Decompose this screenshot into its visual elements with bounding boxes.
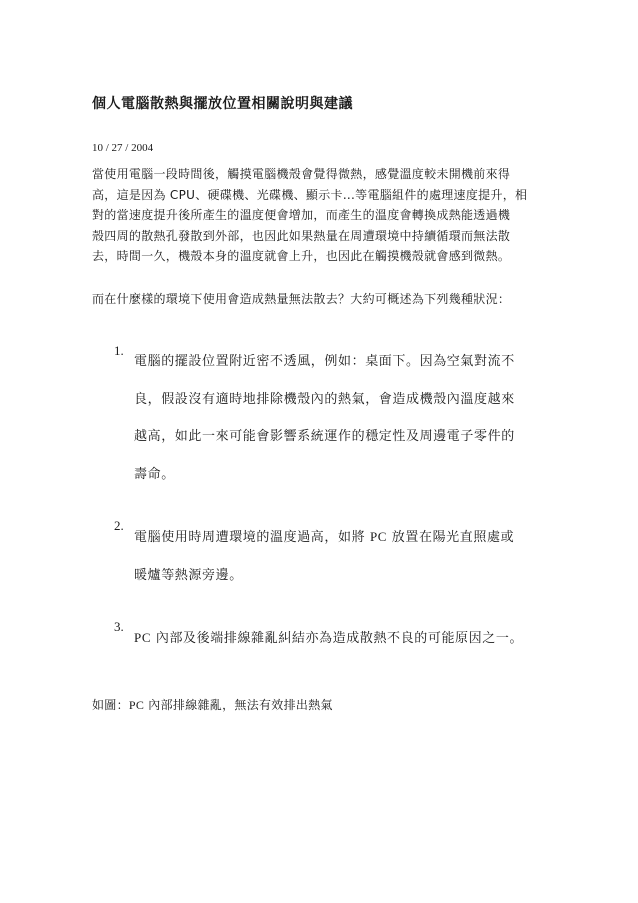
intro-line: 當使用電腦一段時間後，觸摸電腦機殼會覺得微熱，感覺溫度較未開機前來得: [92, 167, 511, 181]
list-item-line: 越高，如此一來可能會影響系統運作的穩定性及周邊電子零件的: [134, 429, 515, 444]
list-item-text-part: 電腦使用時周遭環境的溫度過高，如將: [134, 530, 370, 545]
list-item-line: [134, 518, 534, 557]
document-date: 10 / 27 / 2004: [92, 142, 154, 154]
caption-prefix: 如圖：: [92, 698, 129, 712]
list-item-text: [134, 343, 534, 493]
intro-line: 高，這是因為 CPU、硬碟機、光碟機、顯示卡...等電腦組件的處理速度提升，相: [92, 187, 528, 202]
list-item-line: [134, 619, 534, 658]
list-item-line: 電腦的擺設位置附近密不透風，例如：桌面下。因為空氣對流不: [134, 354, 515, 369]
list-item: [114, 343, 534, 493]
list-item-text-part: 內部及後端排線雜亂糾結亦為造成散熱不良的可能原因之一。: [151, 631, 524, 646]
pc-term: PC: [369, 529, 388, 544]
caption-text: 內部排線雜亂，無法有效排出熱氣: [144, 698, 333, 712]
intro-paragraph: [92, 164, 548, 267]
list-item-line: 壽命。: [134, 466, 175, 482]
question-text: 而在什麼樣的環境下使用會造成熱量無法散去？大約可概述為下列幾種狀況：: [92, 292, 511, 306]
list-item: [114, 619, 534, 658]
list-item-number: 2.: [114, 518, 124, 533]
list-item-line: 良，假設沒有適時地排除機殼內的熱氣，會造成機殼內溫度越來: [134, 391, 515, 407]
intro-line: 去，時間一久，機殼本身的溫度就會上升，也因此在觸摸機殼就會感到微熱。: [92, 249, 511, 263]
list-item-text: [134, 518, 534, 594]
list-item-text-part: 放置在陽光直照處或: [387, 530, 515, 545]
list-item-line: 暖爐等熱源旁邊。: [134, 567, 243, 583]
list-item-number: 1.: [114, 343, 124, 358]
list-item-number: 3.: [114, 619, 124, 634]
pc-term: PC: [128, 698, 145, 712]
figure-caption: [92, 696, 333, 713]
document-title: 個人電腦散熱與擺放位置相關說明與建議: [92, 96, 353, 112]
intro-line: 對的當速度提升後所產生的溫度便會增加，而產生的溫度會轉換成熱能透過機: [92, 208, 511, 222]
intro-line: 殼四周的散熱孔發散到外部，也因此如果熱量在周遭環境中持續循環而無法散: [92, 228, 511, 243]
pc-term: PC: [134, 630, 152, 645]
list-item-text: [134, 619, 534, 658]
list-item: [114, 518, 534, 594]
